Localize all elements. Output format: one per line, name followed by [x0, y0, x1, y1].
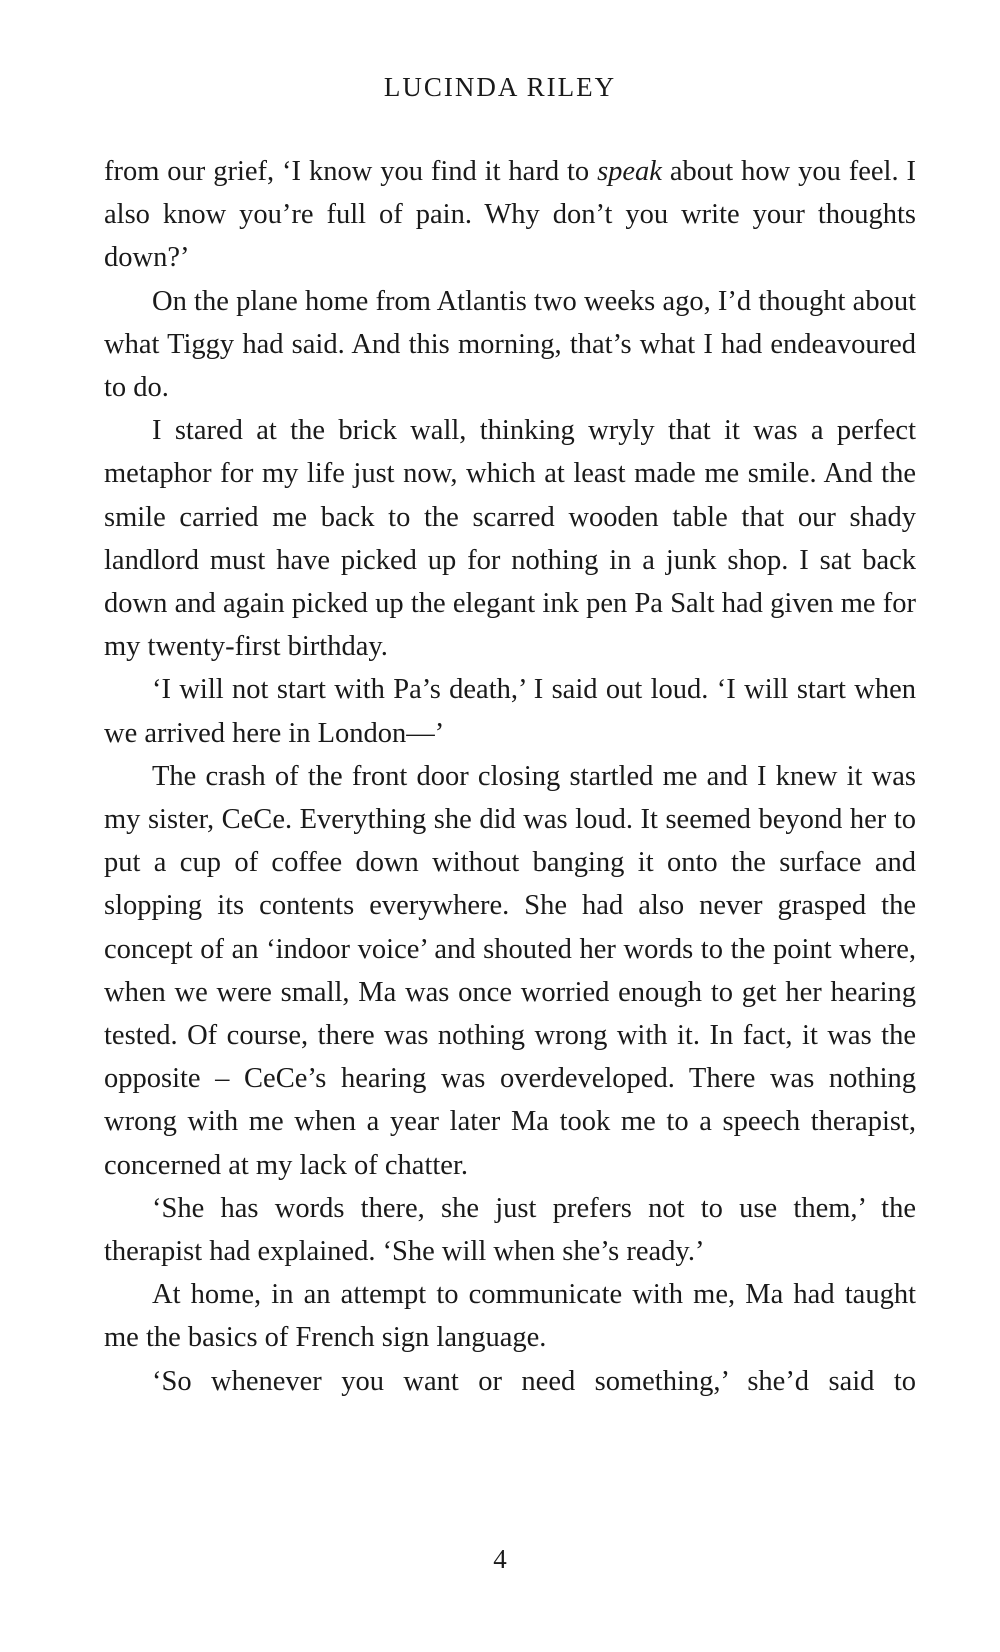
body-text [104, 150, 916, 1403]
paragraph-1 [104, 150, 916, 280]
paragraph-3: I stared at the brick wall, thinking wryly that it was a perfect metaphor for my life just now, which at least made me smile. And the smile carried me back to the scarred wooden table that our shady landlord must have picked up for nothing in a junk shop. I sat back down and again picked up the elegant ink pen Pa Salt had given me for my twenty-first birthday. [104, 415, 916, 663]
paragraph-2: On the plane home from Atlantis two weeks ago, I’d thought about what Tiggy had said. And this morning, that’s what I had endeavoured to do. [104, 285, 916, 404]
running-head: LUCINDA RILEY [383, 72, 617, 102]
paragraph-1-emphasis: speak [597, 156, 662, 187]
page-number: 4 [493, 1544, 507, 1574]
paragraph-1-text-b: about how you feel. I also know you’re full of pain. Why don’t you write your thoughts down?’ [104, 156, 916, 274]
paragraph-8: ‘So whenever you want or need something,’ she’d said to [152, 1365, 916, 1397]
paragraph-1-text-a: from our grief, ‘I know you find it hard to [104, 156, 598, 187]
paragraph-4: ‘I will not start with Pa’s death,’ I said out loud. ‘I will start when we arrived here in London—’ [104, 674, 916, 749]
paragraph-6: ‘She has words there, she just prefers not to use them,’ the therapist had explained. ‘She will when she’s ready.’ [104, 1192, 916, 1268]
paragraph-7: At home, in an attempt to communicate with me, Ma had taught me the basics of French sign language. [104, 1279, 916, 1354]
paragraph-5: The crash of the front door closing startled me and I knew it was my sister, CeCe. Everything she did was loud. It seemed beyond her to put a cup of coffee down without banging it onto the surface and slopping its contents everywhere. She had also never grasped the concept of an ‘indoor voice’ and shouted her words to the point where, when we were small, Ma was once worried enough to get her hearing tested. Of course, there was nothing wrong with it. In fact, it was the opposite – CeCe’s hearing was overdeveloped. There was nothing wrong with me when a year later Ma took me to a speech therapist, concerned at my lack of chatter. [104, 760, 916, 1181]
